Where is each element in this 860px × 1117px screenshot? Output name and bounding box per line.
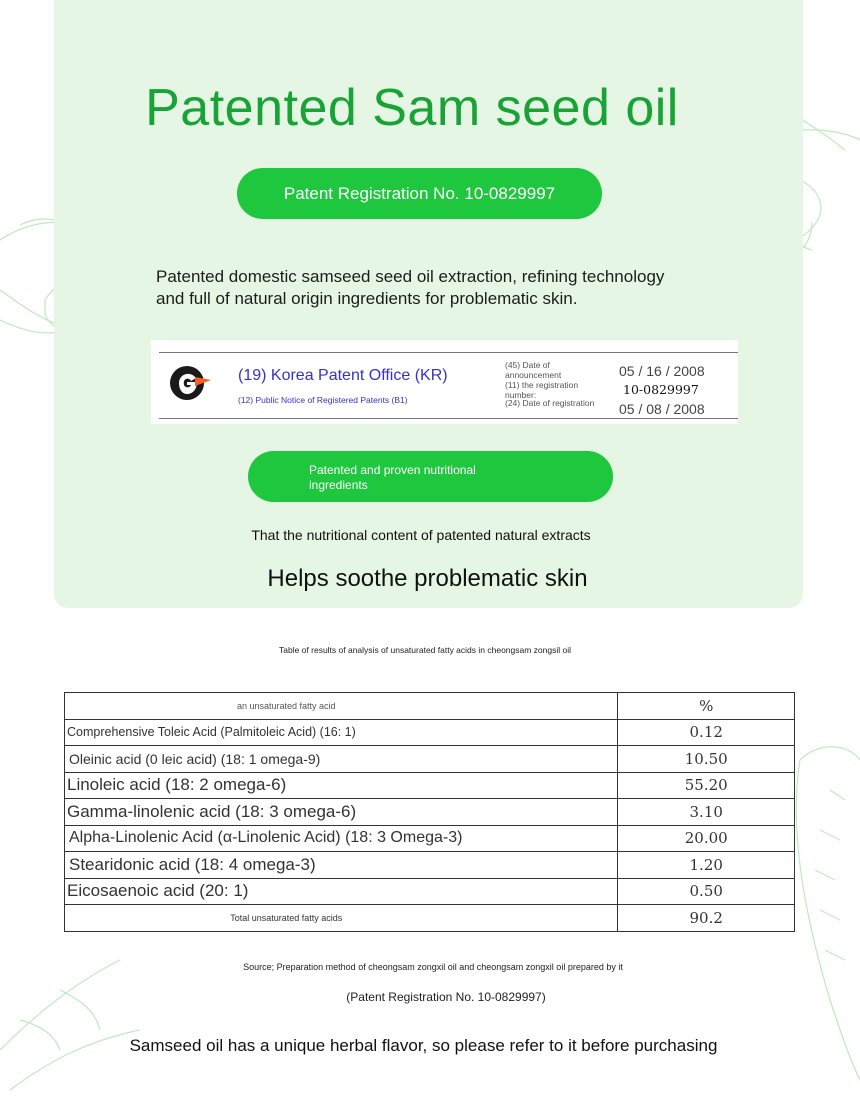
nutrition-subtitle: That the nutritional content of patented natural extracts bbox=[251, 527, 591, 543]
intro-line-2: and full of natural origin ingredients for problematic skin. bbox=[156, 289, 578, 308]
patent-certificate bbox=[151, 340, 738, 424]
page-title: Patented Sam seed oil bbox=[145, 79, 679, 137]
table-row bbox=[65, 878, 795, 905]
fatty-acid-name: Linoleic acid (18: 2 omega-6) bbox=[65, 772, 618, 799]
announcement-date-label: (45) Date of announcement bbox=[505, 360, 562, 380]
proven-ingredients-label: Patented and proven nutritional ingredients bbox=[309, 463, 476, 492]
fatty-acid-name: Stearidonic acid (18: 4 omega-3) bbox=[65, 852, 618, 879]
patent-number-badge bbox=[237, 168, 602, 219]
fatty-acid-percent: 55.20 bbox=[618, 772, 795, 799]
fatty-acid-percent: 0.12 bbox=[618, 719, 795, 746]
fatty-acid-name: Oleinic acid (0 leic acid) (18: 1 omega-9) bbox=[65, 746, 618, 773]
intro-line-1: Patented domestic samseed seed oil extraction, refining technology bbox=[156, 267, 665, 286]
fatty-acid-name: Comprehensive Toleic Acid (Palmitoleic Acid) (16: 1) bbox=[65, 719, 618, 746]
soothe-headline: Helps soothe problematic skin bbox=[267, 565, 588, 592]
table-header-row bbox=[65, 693, 795, 720]
fatty-acid-name: Gamma-linolenic acid (18: 3 omega-6) bbox=[65, 799, 618, 826]
announcement-date-value: 05 / 16 / 2008 bbox=[619, 363, 705, 379]
total-label: Total unsaturated fatty acids bbox=[65, 905, 618, 932]
table-row bbox=[65, 719, 795, 746]
fatty-acid-percent: 20.00 bbox=[618, 825, 795, 852]
patent-office-name: (19) Korea Patent Office (KR) bbox=[238, 367, 448, 384]
fatty-acid-percent: 3.10 bbox=[618, 799, 795, 826]
fatty-acid-table bbox=[64, 692, 795, 932]
certificate-bottom-rule bbox=[159, 418, 738, 419]
registration-date-label: (24) Date of registration bbox=[505, 398, 595, 408]
patent-number-label: Patent Registration No. 10-0829997 bbox=[283, 183, 556, 203]
source-note: Source; Preparation method of cheongsam zongxil oil and cheongsam zongxil oil prepared by it bbox=[243, 962, 623, 972]
fatty-acid-percent: 0.50 bbox=[618, 878, 795, 905]
table-row bbox=[65, 852, 795, 879]
intro-text bbox=[156, 266, 716, 310]
header-fatty-acid: an unsaturated fatty acid bbox=[65, 693, 618, 720]
total-value: 90.2 bbox=[618, 905, 795, 932]
registration-number-label: (11) the registration number: bbox=[505, 380, 579, 400]
fatty-acid-percent: 1.20 bbox=[618, 852, 795, 879]
table-row bbox=[65, 825, 795, 852]
certificate-top-rule bbox=[159, 352, 738, 353]
public-notice: (12) Public Notice of Registered Patents (B1) bbox=[238, 395, 408, 405]
table-caption: Table of results of analysis of unsaturated fatty acids in cheongsam zongsil oil bbox=[279, 645, 571, 655]
proven-ingredients-badge bbox=[248, 451, 613, 502]
table-row bbox=[65, 799, 795, 826]
table-row bbox=[65, 772, 795, 799]
flavor-notice: Samseed oil has a unique herbal flavor, so please refer to it before purchasing bbox=[129, 1036, 718, 1055]
table-total-row bbox=[65, 905, 795, 932]
fatty-acid-name: Alpha-Linolenic Acid (α-Linolenic Acid) (18: 3 Omega-3) bbox=[65, 825, 618, 852]
korea-patent-office-logo bbox=[167, 363, 213, 403]
patent-reference: (Patent Registration No. 10-0829997) bbox=[346, 990, 546, 1004]
registration-number-value: 10-0829997 bbox=[623, 382, 699, 397]
fatty-acid-percent: 10.50 bbox=[618, 746, 795, 773]
table-row bbox=[65, 746, 795, 773]
fatty-acid-name: Eicosaenoic acid (20: 1) bbox=[65, 878, 618, 905]
header-percent: % bbox=[618, 693, 795, 720]
registration-date-value: 05 / 08 / 2008 bbox=[619, 401, 705, 417]
